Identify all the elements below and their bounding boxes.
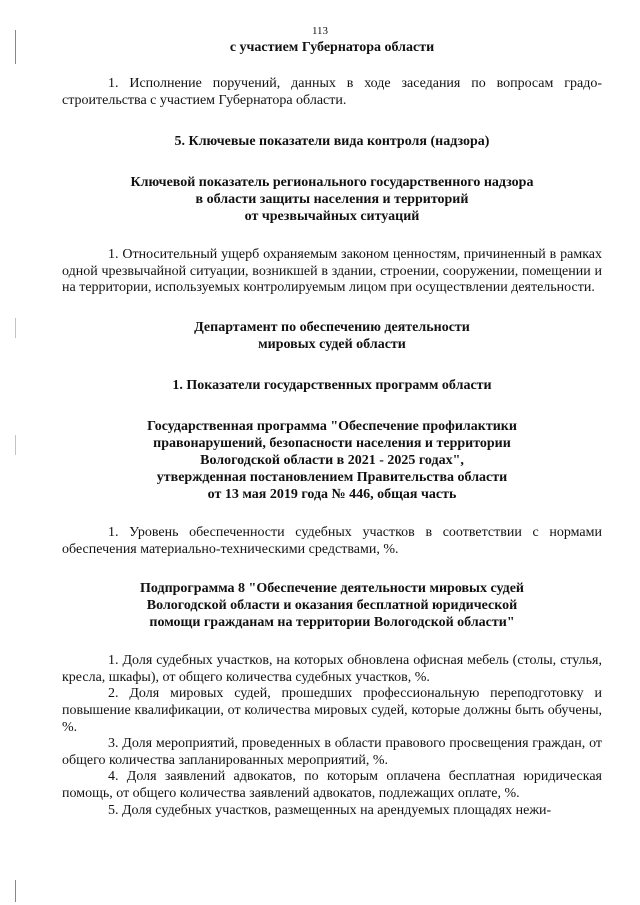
section-heading [62,580,602,631]
section-heading [62,133,602,150]
paragraph: 1. Исполнение поручений, данных в ходе заседания по вопросам градостроительства с участием Губернатора области. [62,76,602,108]
heading-line: 5. Ключевые показатели вида контроля (надзора) [174,134,490,150]
section-heading [62,319,602,353]
paragraph: 1. Уровень обеспеченности судебных участков в соответствии с нормами обеспечения материально-техническими средствами, %. [62,524,602,557]
heading-line: от 13 мая 2019 года № 446, общая часть [207,486,457,502]
heading-line: Вологодской области в 2021 - 2025 годах", [200,452,464,468]
scan-artifact-mark [15,318,16,338]
paragraph: 1. Доля судебных участков, на которых обновлена офисная мебель (столы, стулья, кресла, шкафы), от общего количества судебных участков, %. [62,653,602,685]
paragraph: 1. Относительный ущерб охраняемым законом ценностям, причиненный в рамках одной чрезвычайной ситуации, возникшей в здании, строении, сооружении, помещении и на территории, используемых контролируемым лицом при осуществлении деятельности. [62,247,602,296]
section-heading [62,174,602,225]
paragraph: 3. Доля мероприятий, проведенных в области правового просвещения граждан, от общего количества запланированных мероприятий, %. [62,736,602,768]
heading-line: 1. Показатели государственных программ области [172,377,492,393]
heading-line: Департамент по обеспечению деятельности [194,319,470,335]
page-number: 113 [311,25,329,37]
heading-line: помощи гражданам на территории Вологодской области" [149,615,515,631]
heading-line: правонарушений, безопасности населения и территории [153,435,511,451]
section-heading [62,377,602,394]
paragraph: 4. Доля заявлений адвокатов, по которым оплачена бесплатная юридическая помощь, от общего количества заявлений адвокатов, подлежащих оплате, %. [62,769,602,801]
heading-line: в области защиты населения и территорий [195,192,469,208]
heading-line: Государственная программа "Обеспечение профилактики [147,418,517,434]
heading-line: Подпрограмма 8 "Обеспечение деятельности мировых судей [140,581,524,597]
section-heading [62,39,602,56]
section-heading [62,418,602,503]
heading-line: от чрезвычайных ситуаций [244,209,420,225]
heading-line: мировых судей области [258,336,406,352]
scan-artifact-mark [15,880,16,902]
heading-line: с участием Губернатора области [229,40,435,55]
paragraph: 5. Доля судебных участков, размещенных на арендуемых площадях нежи- [108,802,552,818]
scan-artifact-mark [15,435,16,455]
document-body [62,39,602,819]
heading-line: Ключевой показатель регионального государственного надзора [130,175,534,191]
paragraph: 2. Доля мировых судей, прошедших профессиональную переподготовку и повышение квалификации, от количества мировых судей, которые должны быть обучены, %. [62,686,602,735]
heading-line: утвержденная постановлением Правительства области [156,469,508,485]
heading-line: Вологодской области и оказания бесплатной юридической [146,598,518,614]
